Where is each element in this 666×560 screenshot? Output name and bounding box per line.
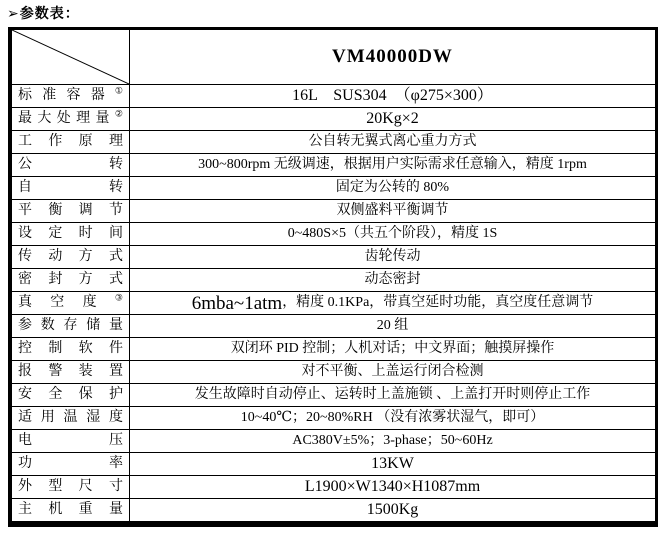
param-label: 适用温湿度 [18, 410, 123, 426]
param-label: 传动方式 [18, 249, 123, 265]
param-label: 安全保护 [18, 387, 123, 403]
param-label-cell [12, 223, 130, 245]
param-value: 发生故障时自动停止、运转时上盖施锁 、上盖打开时则停止工作 [194, 386, 591, 402]
param-value-cell [130, 85, 655, 107]
param-value-cell [130, 361, 655, 383]
param-value: L1900×W1340×H1087mm [304, 478, 481, 496]
param-label: 外型尺寸 [18, 479, 123, 495]
param-value-cell [130, 338, 655, 360]
param-value: 公自转无翼式离心重力方式 [308, 133, 477, 149]
table-row [12, 176, 655, 199]
param-label-cell [12, 108, 130, 130]
param-value: 1500Kg [366, 501, 419, 519]
param-label-cell [12, 177, 130, 199]
param-value-cell [130, 453, 655, 475]
param-label: 公转 [18, 157, 123, 173]
param-value: 20Kg×2 [366, 110, 419, 128]
table-row [12, 406, 655, 429]
param-value-cell [130, 246, 655, 268]
footnote-marker: ③ [114, 292, 123, 303]
param-value: 齿轮传动 [364, 248, 421, 264]
param-value-cell [130, 131, 655, 153]
table-row [12, 268, 655, 291]
param-label-cell [12, 499, 130, 521]
param-value-cell [130, 499, 655, 521]
param-value-big: 6mba~1atm [191, 292, 283, 314]
table-row [12, 130, 655, 153]
table-row [12, 245, 655, 268]
table-row [12, 429, 655, 452]
param-label-cell [12, 453, 130, 475]
page-title: ➢参数表： [7, 5, 80, 21]
param-value-cell [130, 200, 655, 222]
param-label-cell [12, 246, 130, 268]
param-label-cell [12, 85, 130, 107]
param-label: 工作原理 [18, 134, 123, 150]
param-value: AC380V±5%；3-phase；50~60Hz [292, 432, 493, 448]
param-value: 10~40℃；20~80%RH （没有浓雾状湿气，即可） [240, 409, 545, 425]
param-label: 参数存储量 [18, 318, 123, 334]
table-row [12, 360, 655, 383]
param-label-cell [12, 315, 130, 337]
param-label: 标准容器① [18, 85, 123, 104]
param-value-cell [130, 407, 655, 429]
param-value-cell [130, 384, 655, 406]
footnote-marker: ① [114, 85, 123, 96]
param-value-cell [130, 476, 655, 498]
param-label-cell [12, 292, 130, 314]
param-value: 16L SUS304 （φ275×300） [292, 87, 493, 105]
table-row [12, 383, 655, 406]
footnote-marker: ② [114, 108, 123, 119]
model-name: VM40000DW [332, 45, 453, 67]
param-value: 固定为公转的 80% [335, 179, 450, 195]
param-value-cell [130, 292, 655, 314]
table-row [12, 199, 655, 222]
param-label-cell [12, 154, 130, 176]
param-label: 真空度③ [18, 292, 123, 311]
table-row [12, 314, 655, 337]
param-label: 功率 [18, 456, 123, 472]
param-label-cell [12, 131, 130, 153]
diagonal-line [12, 30, 129, 84]
table-row [12, 291, 655, 314]
param-value: ，精度 0.1KPa，带真空延时功能，真空度任意调节 [282, 294, 594, 310]
param-label: 报警装置 [18, 364, 123, 380]
param-value: 双侧盛料平衡调节 [336, 202, 449, 218]
param-label-cell [12, 361, 130, 383]
table-row [12, 84, 655, 107]
table-row [12, 222, 655, 245]
param-label-cell [12, 407, 130, 429]
param-value-cell [130, 154, 655, 176]
param-value: 300~800rpm 无级调速，根据用户实际需求任意输入，精度 1rpm [198, 156, 587, 172]
table-header-row [12, 30, 655, 84]
param-value: 双闭环 PID 控制；人机对话；中文界面；触摸屏操作 [230, 340, 555, 356]
param-label: 主机重量 [18, 502, 123, 518]
table-row [12, 475, 655, 498]
param-value-cell [130, 315, 655, 337]
param-value-cell [130, 430, 655, 452]
param-label-cell [12, 476, 130, 498]
param-label-cell [12, 200, 130, 222]
param-label: 电压 [18, 433, 123, 449]
param-label-cell [12, 384, 130, 406]
param-label: 平衡调节 [18, 203, 123, 219]
param-value-cell [130, 177, 655, 199]
param-value: 动态密封 [364, 271, 421, 287]
diagonal-header-cell [12, 30, 130, 84]
table-row [12, 337, 655, 360]
param-label-cell [12, 269, 130, 291]
param-label: 密封方式 [18, 272, 123, 288]
table-row [12, 153, 655, 176]
param-label: 设定时间 [18, 226, 123, 242]
param-value-cell [130, 269, 655, 291]
table-row [12, 498, 655, 521]
param-label-cell [12, 430, 130, 452]
table-row [12, 452, 655, 475]
param-label: 自转 [18, 180, 123, 196]
param-label: 最大处理量② [18, 108, 123, 127]
param-value-cell [130, 108, 655, 130]
param-value: 20 组 [376, 317, 409, 333]
param-value: 对不平衡、上盖运行闭合检测 [301, 363, 484, 379]
table-body [12, 84, 655, 521]
spec-table [8, 27, 658, 527]
param-label-cell [12, 338, 130, 360]
param-value: 13KW [371, 455, 414, 473]
param-label: 控制软件 [18, 341, 123, 357]
param-value-cell [130, 223, 655, 245]
table-row [12, 107, 655, 130]
param-value: 0~480S×5（共五个阶段），精度 1S [287, 225, 498, 241]
